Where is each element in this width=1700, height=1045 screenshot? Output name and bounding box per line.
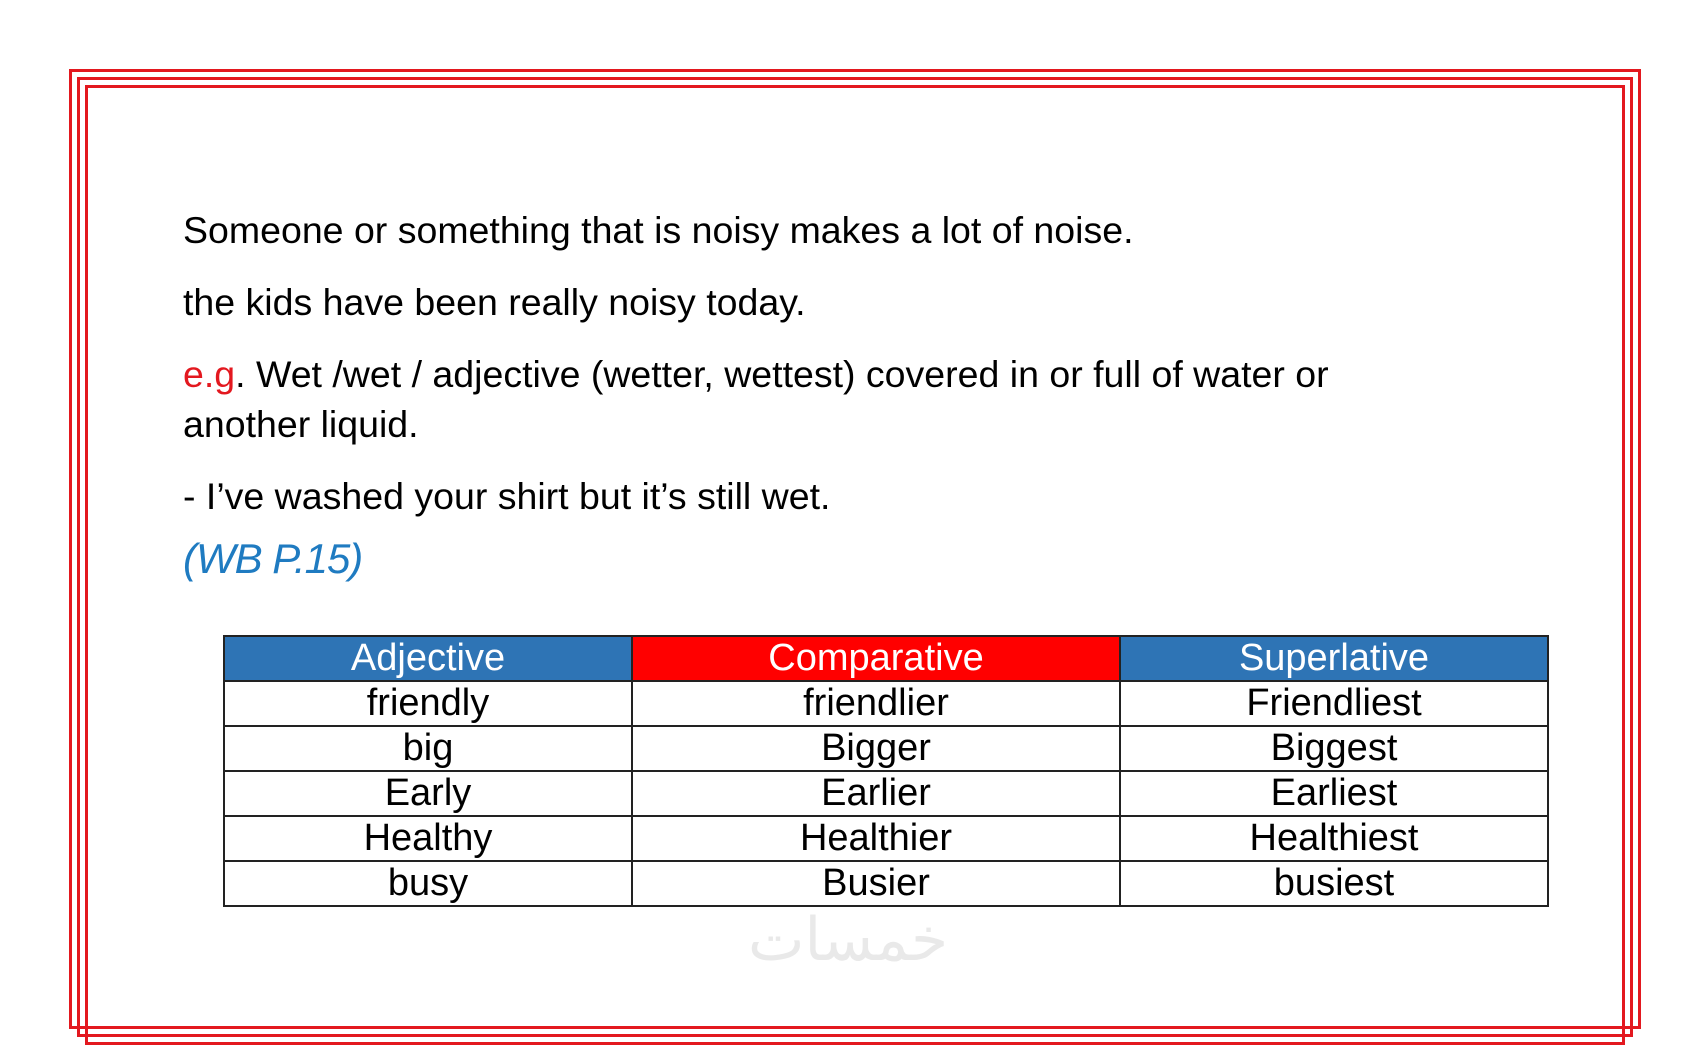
cell-comparative: Earlier bbox=[632, 771, 1120, 816]
table-header-row bbox=[224, 636, 1548, 681]
table-row bbox=[224, 861, 1548, 906]
watermark-logo: خمسات bbox=[748, 905, 949, 975]
workbook-reference: (WB P.15) bbox=[183, 535, 363, 582]
comparison-table bbox=[223, 635, 1549, 907]
wet-example-sentence: - I’ve washed your shirt but it’s still wet. bbox=[183, 475, 831, 517]
header-comparative: Comparative bbox=[632, 636, 1120, 681]
wet-definition-text: . Wet /wet / adjective (wetter, wettest) covered in or full of water or another liquid. bbox=[183, 353, 1329, 445]
example-sentence: the kids have been really noisy today. bbox=[183, 281, 806, 323]
table-row bbox=[224, 816, 1548, 861]
table-row bbox=[224, 681, 1548, 726]
eg-label: e.g bbox=[183, 353, 236, 395]
cell-superlative: Biggest bbox=[1120, 726, 1548, 771]
cell-comparative: Healthier bbox=[632, 816, 1120, 861]
cell-comparative: Bigger bbox=[632, 726, 1120, 771]
header-superlative: Superlative bbox=[1120, 636, 1548, 681]
lesson-content bbox=[183, 205, 1563, 583]
cell-superlative: Healthiest bbox=[1120, 816, 1548, 861]
wet-definition bbox=[183, 349, 1433, 449]
cell-superlative: Friendliest bbox=[1120, 681, 1548, 726]
cell-adjective: Early bbox=[224, 771, 632, 816]
header-adjective: Adjective bbox=[224, 636, 632, 681]
cell-comparative: Busier bbox=[632, 861, 1120, 906]
cell-adjective: Healthy bbox=[224, 816, 632, 861]
cell-superlative: busiest bbox=[1120, 861, 1548, 906]
cell-adjective: friendly bbox=[224, 681, 632, 726]
table-row bbox=[224, 771, 1548, 816]
cell-adjective: busy bbox=[224, 861, 632, 906]
cell-adjective: big bbox=[224, 726, 632, 771]
cell-superlative: Earliest bbox=[1120, 771, 1548, 816]
definition-text: Someone or something that is noisy makes a lot of noise. bbox=[183, 209, 1134, 251]
table-row bbox=[224, 726, 1548, 771]
cell-comparative: friendlier bbox=[632, 681, 1120, 726]
